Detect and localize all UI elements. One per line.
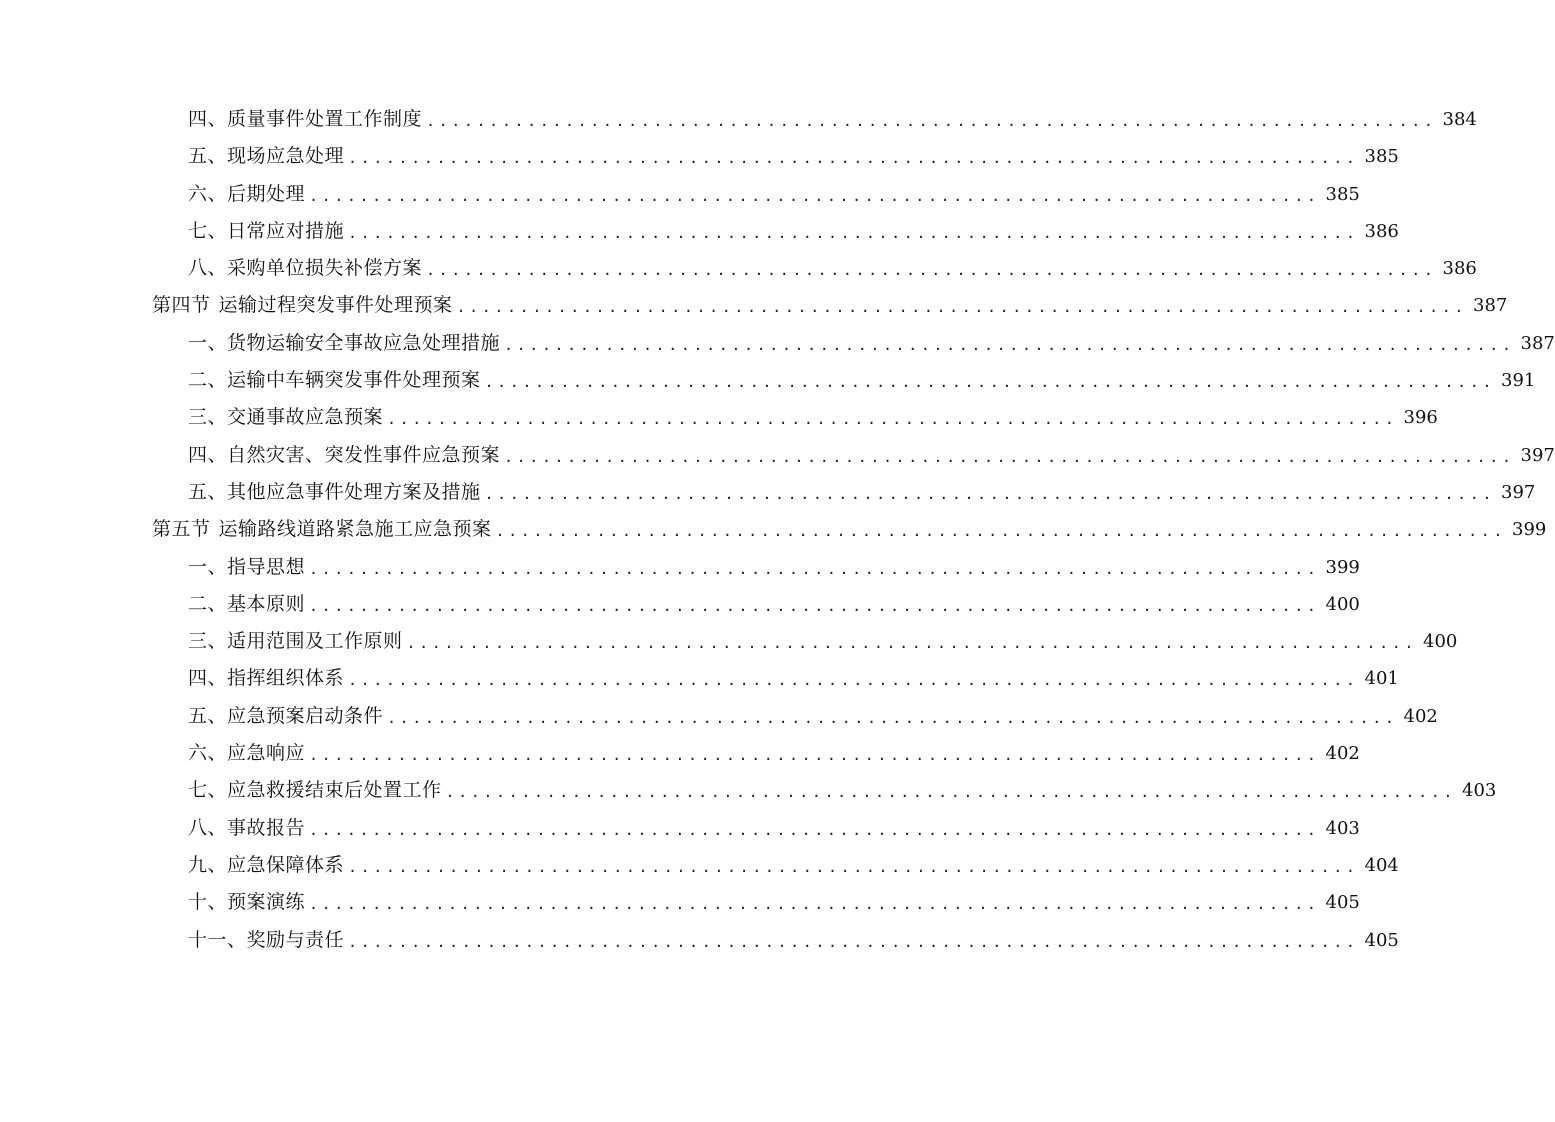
- toc-entry-prefix: 五、: [188, 480, 228, 503]
- toc-dot-leader: ................................................................................: [348, 223, 1359, 242]
- toc-page-number: 399: [1512, 519, 1547, 541]
- toc-dot-leader: ................................................................................: [348, 149, 1359, 168]
- toc-page-number: 384: [1442, 109, 1477, 130]
- toc-page-number: 397: [1520, 444, 1555, 466]
- toc-entry[interactable]: [0, 437, 1555, 474]
- toc-entry-prefix: 七、: [188, 219, 228, 242]
- toc-entry[interactable]: [0, 399, 1438, 436]
- toc-page-number: 397: [1501, 481, 1536, 503]
- toc-entry-text: 日常应对措施: [227, 219, 345, 242]
- toc-page-number: 387: [1473, 295, 1508, 317]
- toc-entry-prefix: 第四节: [152, 294, 211, 317]
- toc-page-number: 386: [1442, 258, 1477, 280]
- toc-entry-text: 适用范围及工作原则: [227, 630, 403, 653]
- toc-dot-leader: ................................................................................: [348, 857, 1359, 876]
- toc-entry[interactable]: [0, 586, 1360, 623]
- toc-entry-title: [188, 399, 383, 436]
- toc-entry-title: [188, 810, 305, 847]
- toc-entry-prefix: 一、: [188, 331, 228, 354]
- toc-entry[interactable]: [0, 325, 1555, 362]
- toc-entry-prefix: 四、: [188, 108, 228, 130]
- toc-entry[interactable]: [0, 362, 1536, 399]
- toc-page-number: 385: [1325, 183, 1360, 205]
- toc-page-number: 399: [1325, 556, 1360, 578]
- toc-entry-text: 质量事件处置工作制度: [227, 108, 423, 130]
- toc-entry[interactable]: [0, 660, 1399, 697]
- toc-dot-leader: ................................................................................: [309, 559, 1320, 578]
- toc-dot-leader: ................................................................................: [504, 335, 1515, 354]
- toc-page-number: 391: [1501, 370, 1536, 392]
- toc-entry[interactable]: [0, 250, 1477, 287]
- toc-entry-title: [188, 772, 442, 809]
- toc-entry[interactable]: [0, 698, 1438, 735]
- toc-entry-prefix: 八、: [188, 257, 228, 280]
- toc-dot-leader: ................................................................................: [426, 112, 1437, 130]
- toc-entry-text: 指挥组织体系: [227, 667, 345, 690]
- toc-dot-leader: ................................................................................: [309, 746, 1320, 765]
- toc-page-number: 385: [1364, 146, 1399, 168]
- toc-entry-text: 指导思想: [227, 555, 306, 578]
- toc-page-number: 405: [1325, 892, 1360, 914]
- toc-entry-prefix: 二、: [188, 369, 228, 392]
- toc-page-number: 400: [1325, 593, 1360, 615]
- toc-entry-text: 预案演练: [227, 891, 306, 914]
- toc-page-number: 405: [1364, 929, 1399, 951]
- toc-dot-leader: ................................................................................: [445, 783, 1456, 802]
- toc-dot-leader: ................................................................................: [426, 261, 1437, 280]
- toc-page-number: 401: [1364, 668, 1399, 690]
- toc-entry-title: [188, 250, 422, 287]
- toc-entry-text: 其他应急事件处理方案及措施: [227, 480, 481, 503]
- toc-dot-leader: ................................................................................: [348, 932, 1359, 951]
- toc-dot-leader: ................................................................................: [484, 373, 1495, 392]
- toc-entry-text: 运输中车辆突发事件处理预案: [227, 369, 481, 392]
- toc-entry-prefix: 三、: [188, 630, 228, 653]
- toc-entry-prefix: 六、: [188, 742, 228, 765]
- toc-entry-title: [188, 884, 305, 921]
- toc-dot-leader: ................................................................................: [484, 484, 1495, 503]
- toc-entry[interactable]: [0, 922, 1399, 959]
- toc-entry-text: 奖励与责任: [246, 928, 345, 951]
- toc-dot-leader: ................................................................................: [456, 298, 1467, 317]
- toc-dot-leader: ................................................................................: [504, 447, 1515, 466]
- toc-entry-title: [188, 213, 344, 250]
- toc-entry-text: 应急预案启动条件: [227, 704, 384, 727]
- toc-entry-prefix: 九、: [188, 853, 228, 876]
- toc-entry-text: 自然灾害、突发性事件应急预案: [227, 443, 501, 466]
- toc-entry-text: 运输路线道路紧急施工应急预案: [218, 518, 492, 541]
- toc-entry-title: [188, 549, 305, 586]
- toc-entry-prefix: 第五节: [152, 518, 211, 541]
- toc-page-number: 403: [1325, 817, 1360, 839]
- toc-entry-text: 事故报告: [227, 816, 306, 839]
- toc-dot-leader: ................................................................................: [309, 820, 1320, 839]
- toc-entry-text: 后期处理: [227, 182, 306, 205]
- toc-entry-title: [188, 586, 305, 623]
- toc-dot-leader: ................................................................................: [495, 522, 1506, 541]
- toc-page-number: 400: [1423, 631, 1458, 653]
- toc-page-number: 402: [1403, 705, 1438, 727]
- toc-dot-leader: ................................................................................: [309, 895, 1320, 914]
- toc-section-entry[interactable]: [0, 511, 1547, 548]
- toc-entry-text: 应急响应: [227, 742, 306, 765]
- toc-entry-text: 应急保障体系: [227, 853, 345, 876]
- toc-dot-leader: ................................................................................: [309, 186, 1320, 205]
- toc-entry-title: [188, 325, 500, 362]
- toc-page-number: 404: [1364, 854, 1399, 876]
- toc-entry-title: [188, 922, 344, 959]
- toc-entry[interactable]: [0, 884, 1360, 921]
- toc-entry[interactable]: [0, 810, 1360, 847]
- toc-entry[interactable]: [0, 847, 1399, 884]
- toc-entry[interactable]: [0, 474, 1536, 511]
- toc-page-number: 396: [1403, 407, 1438, 429]
- toc-entry-text: 采购单位损失补偿方案: [227, 257, 423, 280]
- toc-section-entry[interactable]: [0, 287, 1508, 324]
- toc-dot-leader: ................................................................................: [406, 634, 1417, 653]
- toc-entry-title: [152, 511, 492, 548]
- toc-dot-leader: ................................................................................: [309, 596, 1320, 615]
- toc-entry-prefix: 二、: [188, 592, 228, 615]
- toc-entry[interactable]: [0, 213, 1399, 250]
- toc-entry-title: [188, 362, 481, 399]
- toc-entry-title: [188, 176, 305, 213]
- toc-entry-title: [152, 287, 453, 324]
- toc-entry-title: [188, 847, 344, 884]
- toc-entry-title: [188, 437, 500, 474]
- toc-entry[interactable]: [0, 772, 1497, 809]
- toc-page-number: 386: [1364, 220, 1399, 242]
- toc-entry[interactable]: [0, 101, 1477, 138]
- toc-entry-prefix: 十一、: [188, 928, 247, 951]
- toc-entry-prefix: 三、: [188, 406, 228, 429]
- toc-page-number: 402: [1325, 743, 1360, 765]
- toc-entry-prefix: 七、: [188, 779, 228, 802]
- toc-dot-leader: ................................................................................: [348, 671, 1359, 690]
- toc-entry[interactable]: [0, 549, 1360, 586]
- toc-entry[interactable]: [0, 735, 1360, 772]
- toc-entry-title: [188, 474, 481, 511]
- toc-entry-text: 现场应急处理: [227, 145, 345, 168]
- toc-entry-prefix: 五、: [188, 145, 228, 168]
- toc-entry-prefix: 六、: [188, 182, 228, 205]
- toc-entry-text: 交通事故应急预案: [227, 406, 384, 429]
- toc-entry-prefix: 四、: [188, 667, 228, 690]
- toc-entry[interactable]: [0, 623, 1458, 660]
- toc-entry-prefix: 十、: [188, 891, 228, 914]
- toc-entry-prefix: 八、: [188, 816, 228, 839]
- toc-entry-text: 基本原则: [227, 592, 306, 615]
- toc-entry-text: 货物运输安全事故应急处理措施: [227, 331, 501, 354]
- toc-entry-prefix: 一、: [188, 555, 228, 578]
- toc-entry-prefix: 四、: [188, 443, 228, 466]
- toc-entry-title: [188, 101, 422, 138]
- toc-page-number: 403: [1462, 780, 1497, 802]
- toc-entry-prefix: 五、: [188, 704, 228, 727]
- toc-dot-leader: ................................................................................: [387, 410, 1398, 429]
- table-of-contents: [0, 101, 1555, 959]
- toc-entry[interactable]: [0, 176, 1360, 213]
- toc-entry-title: [188, 660, 344, 697]
- toc-entry-text: 运输过程突发事件处理预案: [218, 294, 453, 317]
- toc-entry-title: [188, 623, 403, 660]
- toc-entry-title: [188, 138, 344, 175]
- toc-entry-title: [188, 698, 383, 735]
- toc-entry[interactable]: [0, 138, 1399, 175]
- toc-entry-title: [188, 735, 305, 772]
- toc-entry-text: 应急救援结束后处置工作: [227, 779, 442, 802]
- toc-page-number: 387: [1520, 332, 1555, 354]
- toc-dot-leader: ................................................................................: [387, 708, 1398, 727]
